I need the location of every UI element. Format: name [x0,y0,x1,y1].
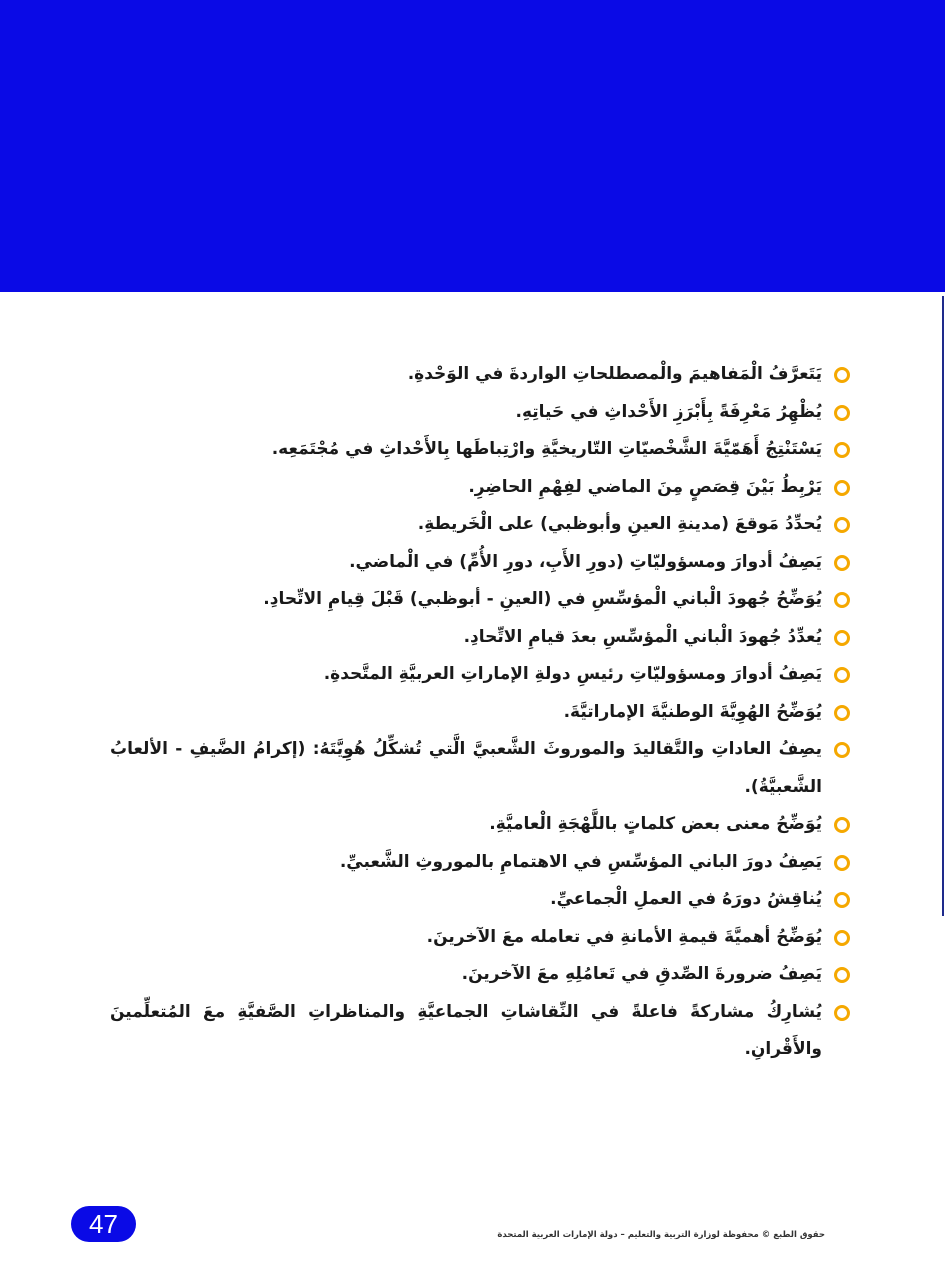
objective-item [110,994,855,1069]
objective-text: يَتَعرَّفُ الْمَفاهيمَ والْمصطلحاتِ الواردةَ في الوَحْدةِ. [407,364,822,384]
objective-item [110,394,855,432]
objective-item [110,881,855,919]
objective-text: يُشارِكُ مشاركةً فاعلةً في النِّقاشاتِ الجماعيَّةِ والمناظراتِ الصَّفيَّةِ معَ المُتعلِّمينَ والأَقْرانِ. [110,1001,822,1059]
header-band [0,0,945,292]
copyright-notice: حقوق الطبع © محفوظة لوزارة التربية والتعليم – دولة الإمارات العربية المتحدة [497,1230,825,1240]
circle-bullet-icon [834,405,850,421]
objective-text: يُوَضِّحُ معنى بعض كلماتٍ باللَّهْجَةِ الْعاميَّةِ. [489,814,822,834]
objective-item [110,581,855,619]
circle-bullet-icon [834,1005,850,1021]
objective-item [110,694,855,732]
objective-text: يَصِفُ أدوارَ ومسؤوليّاتِ (دورِ الأَبِ، دورِ الأُمِّ) في الْماضي. [349,551,822,572]
objective-text: يُحدِّدُ مَوقعَ (مدينةِ العينِ وأبوظبي) على الْخَريطةِ. [417,514,822,534]
circle-bullet-icon [834,742,850,758]
objective-item [110,356,855,394]
objective-item [110,806,855,844]
objective-item [110,619,855,657]
objective-text: يُناقِشُ دورَهُ في العملِ الْجماعيِّ. [550,889,822,909]
circle-bullet-icon [834,630,850,646]
circle-bullet-icon [834,667,850,683]
objective-text: يَصِفُ أدوارَ ومسؤوليّاتِ رئيسِ دولةِ الإماراتِ العربيَّةِ المتَّحدةِ. [323,664,822,684]
circle-bullet-icon [834,930,850,946]
objective-text: يُوَضِّحُ أهميَّةَ قيمةِ الأمانةِ في تعامله معَ الآخرينَ. [426,926,822,947]
circle-bullet-icon [834,855,850,871]
objective-text: يصِفُ العاداتِ والتَّقاليدَ والموروثَ الشَّعبيَّ الَّتي تُشكِّلُ هُوِيَّتَهُ: (إكرامُ الضَّيفِ - الألعابُ الشَّعبيَّةُ). [110,739,822,797]
circle-bullet-icon [834,480,850,496]
learning-objectives-list [110,356,855,1069]
objective-text: يُوَضِّحُ جُهودَ الْباني الْمؤسِّسِ في (العينِ - أبوظبي) قَبْلَ قِيامِ الاتِّحادِ. [263,589,822,609]
objective-text: يَسْتَنْتِجُ أَهَمّيَّةَ الشَّخْصيّاتِ التّاريخيَّةِ وارْتِباطَها بِالأَحْداثِ في مُجْتَمَعِه. [271,439,822,459]
objective-item [110,956,855,994]
circle-bullet-icon [834,555,850,571]
objective-item [110,656,855,694]
circle-bullet-icon [834,517,850,533]
objective-item [110,431,855,469]
circle-bullet-icon [834,705,850,721]
objective-text: يَصِفُ دورَ الباني المؤسِّسِ في الاهتمامِ بالموروثِ الشَّعبيِّ. [339,851,822,872]
objective-item [110,731,855,806]
objective-text: يُظْهِرُ مَعْرِفَةً بِأَبْرَزِ الأَحْداثِ في حَياتِهِ. [515,401,822,422]
page-number: 47 [89,1208,118,1239]
objective-item [110,919,855,957]
objective-item [110,469,855,507]
circle-bullet-icon [834,967,850,983]
right-margin-rule [942,296,944,916]
circle-bullet-icon [834,367,850,383]
objective-text: يُوَضِّحُ الهُوِيَّةَ الوطنيَّةَ الإماراتيَّةَ. [563,701,822,722]
objective-item [110,506,855,544]
circle-bullet-icon [834,442,850,458]
page-number-badge [71,1206,136,1242]
objective-item [110,844,855,882]
circle-bullet-icon [834,592,850,608]
objective-item [110,544,855,582]
circle-bullet-icon [834,817,850,833]
objective-text: يُعدِّدُ جُهودَ الْباني الْمؤسِّسِ بعدَ قيامِ الاتِّحادِ. [463,626,822,647]
objective-text: يَصِفُ ضرورةَ الصِّدقِ في تَعامُلِهِ معَ الآخرينَ. [461,964,822,984]
objective-text: يَرْبِطُ بَيْنَ قِصَصٍ مِنَ الماضي لفِهْمِ الحاضِرِ. [468,476,822,497]
circle-bullet-icon [834,892,850,908]
